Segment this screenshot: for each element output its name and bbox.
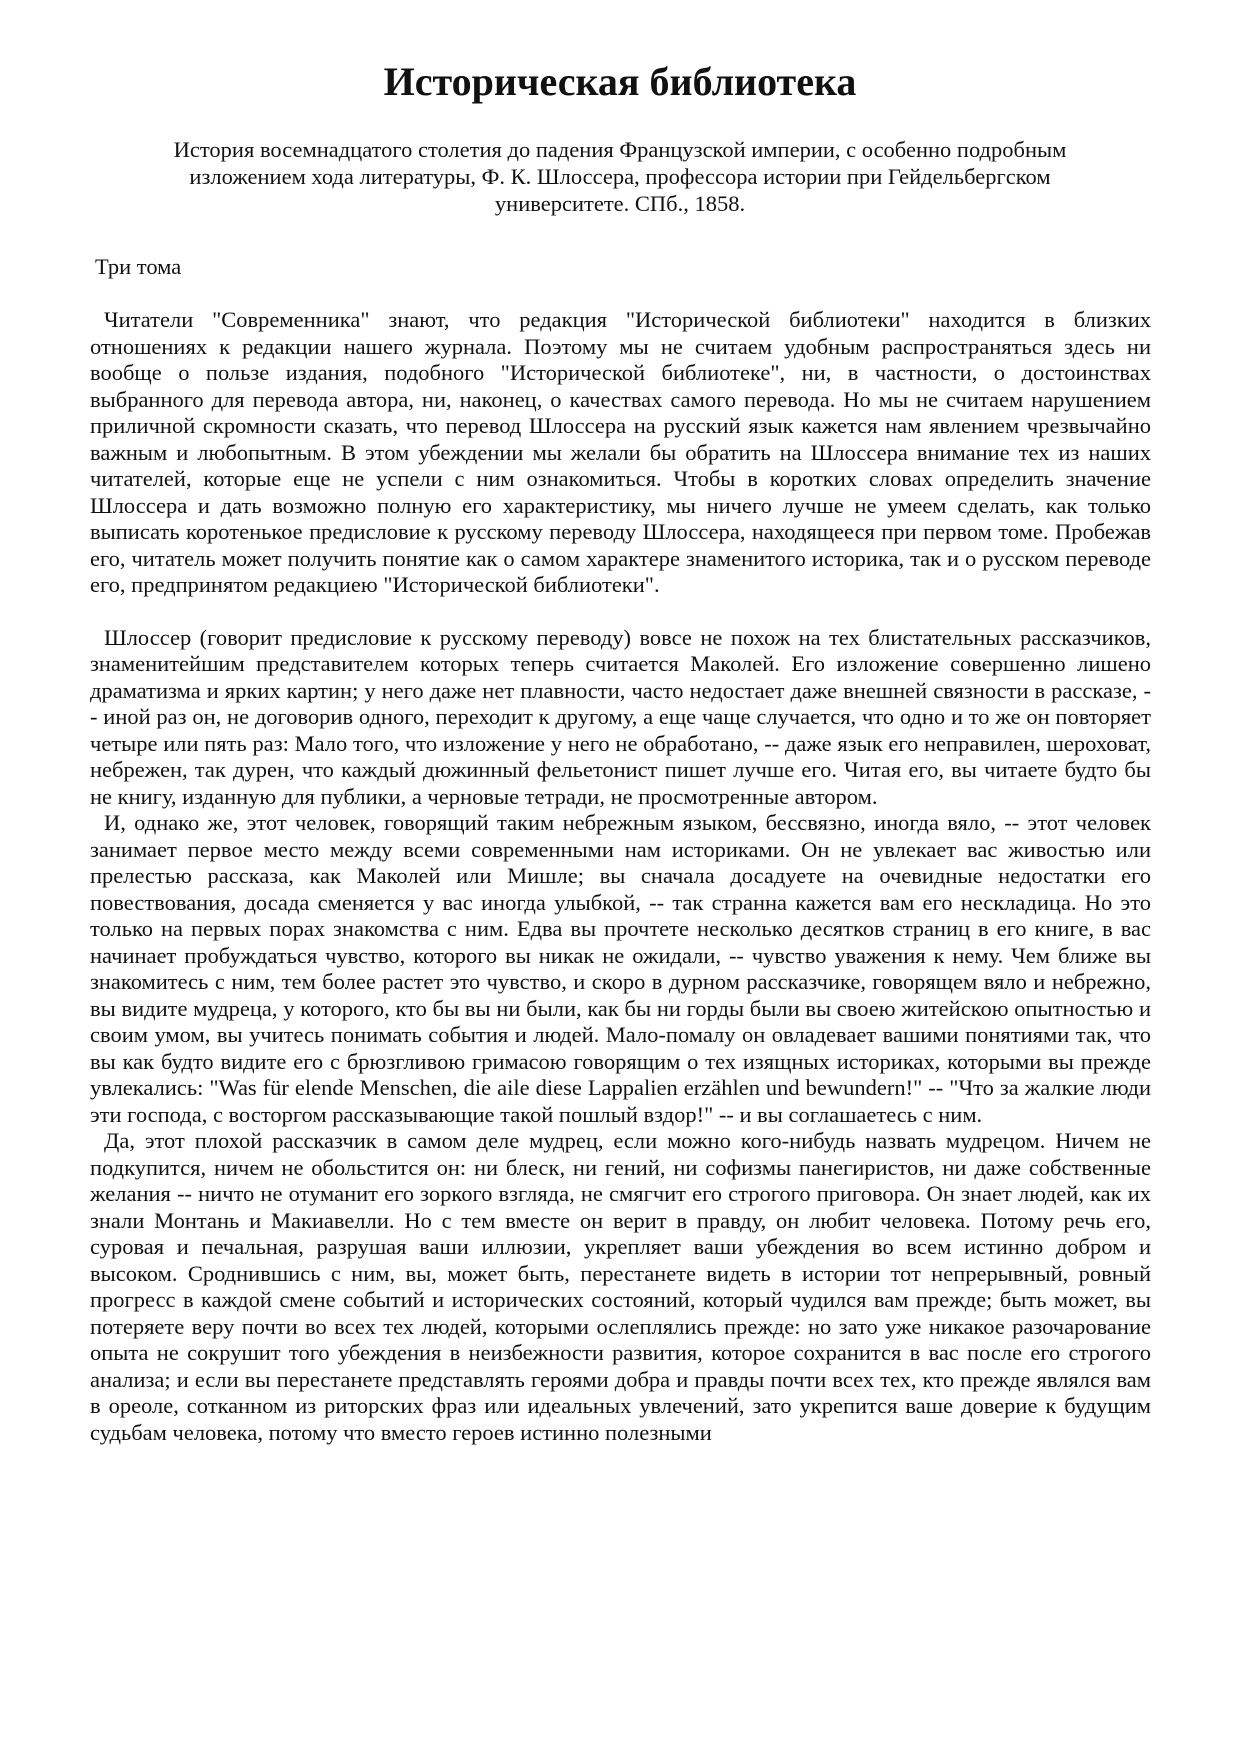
paragraph-1: Читатели "Современника" знают, что редакция "Исторической библиотеки" находится в близких отношениях к редакции нашего журнала. Поэтому мы не считаем удобным распространяться здесь ни вообще о пользе издания, подобного "Исторической библиотеке", ни, в частности, о достоинствах выбранного для перевода автора, ни, наконец, о качествах самого перевода. Но мы не считаем нарушением приличной скромности сказать, что перевод Шлоссера на русский язык кажется нам явлением чрезвычайно важным и любопытным. В этом убеждении мы желали бы обратить на Шлоссера внимание тех из наших читателей, которые еще не успели с ним ознакомиться. Чтобы в коротких словах определить значение Шлоссера и дать возможно полную его характеристику, мы ничего лучше не умеем сделать, как только выписать коротенькое предисловие к русскому переводу Шлоссера, находящееся при первом томе. Пробежав его, читатель может получить понятие как о самом характере знаменитого историка, так и о русском переводе его, предпринятом редакциею "Исторической библиотеки". [90,307,1151,597]
paragraph-2: Шлоссер (говорит предисловие к русскому переводу) вовсе не похож на тех блистательных рассказчиков, знаменитейшим представителем которых теперь считается Маколей. Его изложение совершенно лишено драматизма и ярких картин; у него даже нет плавности, часто недостает даже внешней связности в рассказе, -- иной раз он, не договорив одного, переходит к другому, а еще чаще случается, что одно и то же он повторяет четыре или пять раз: Мало того, что изложение у него не обработано, -- даже язык его неправилен, шероховат, небрежен, так дурен, что каждый дюжинный фельетонист пишет лучше его. Читая его, вы читаете будто бы не книгу, изданную для публики, а черновые тетради, не просмотренные автором. [90,624,1151,809]
paragraph-4: Да, этот плохой рассказчик в самом деле мудрец, если можно кого-нибудь назвать мудрецом. Ничем не подкупится, ничем не обольстится он: ни блеск, ни гений, ни софизмы панегиристов, ни даже собственные желания -- ничто не отуманит его зоркого взгляда, не смягчит его строгого приговора. Он знает людей, как их знали Монтань и Макиавелли. Но с тем вместе он верит в правду, он любит человека. Потому речь его, суровая и печальная, разрушая ваши иллюзии, укрепляет ваши убеждения во всем истинно добром и высоком. Сроднившись с ним, вы, может быть, перестанете видеть в истории тот непрерывный, ровный прогресс в каждой смене событий и исторических состояний, который чудился вам прежде; быть может, вы потеряете веру почти во всех тех людей, которыми ослеплялись прежде: но зато уже никакое разочарование опыта не сокрушит того убеждения в неизбежности развития, которое сохранится в вас после его строгого анализа; и если вы перестанете представлять героями добра и правды почти всех тех, кто прежде являлся вам в ореоле, сотканном из риторских фраз или идеальных увлечений, зато укрепится ваше доверие к будущим судьбам человека, потому что вместо героев истинно полезными [90,1128,1151,1445]
page-title: Историческая библиотека [383,59,857,104]
volumes-note: Три тома [95,254,182,279]
book-subtitle: История восемнадцатого столетия до падения Французской империи, с особенно подробным изложением хода литературы, Ф. К. Шлоссера, профессора истории при Гейдельбергском университете. СПб., 1858. [173,137,1067,216]
paragraph-3: И, однако же, этот человек, говорящий таким небрежным языком, бессвязно, иногда вяло, -- этот человек занимает первое место между всеми современными нам историками. Он не увлекает вас живостью или прелестью рассказа, как Маколей или Мишле; вы сначала досадуете на очевидные недостатки его повествования, досада сменяется у вас иногда улыбкой, -- так странна кажется вам его нескладица. Но это только на первых порах знакомства с ним. Едва вы прочтете несколько десятков страниц в его книге, в вас начинает пробуждаться чувство, которого вы никак не ожидали, -- чувство уважения к нему. Чем ближе вы знакомитесь с ним, тем более растет это чувство, и скоро в дурном рассказчике, говорящем вяло и небрежно, вы видите мудреца, у которого, кто бы вы ни были, как бы ни горды были вы своею житейскою опытностью и своим умом, вы учитесь понимать события и людей. Мало-помалу он овладевает вашими понятиями так, что вы как будто видите его с брюзгливою гримасою говорящим о тех изящных историках, которыми вы прежде увлекались: "Was für elende Menschen, die aile diese Lappalien erzählen und bewundern!" -- "Что за жалкие люди эти господа, с восторгом рассказывающие такой пошлый вздор!" -- и вы соглашаетесь с ним. [90,810,1151,1127]
article-body [90,307,1151,1446]
